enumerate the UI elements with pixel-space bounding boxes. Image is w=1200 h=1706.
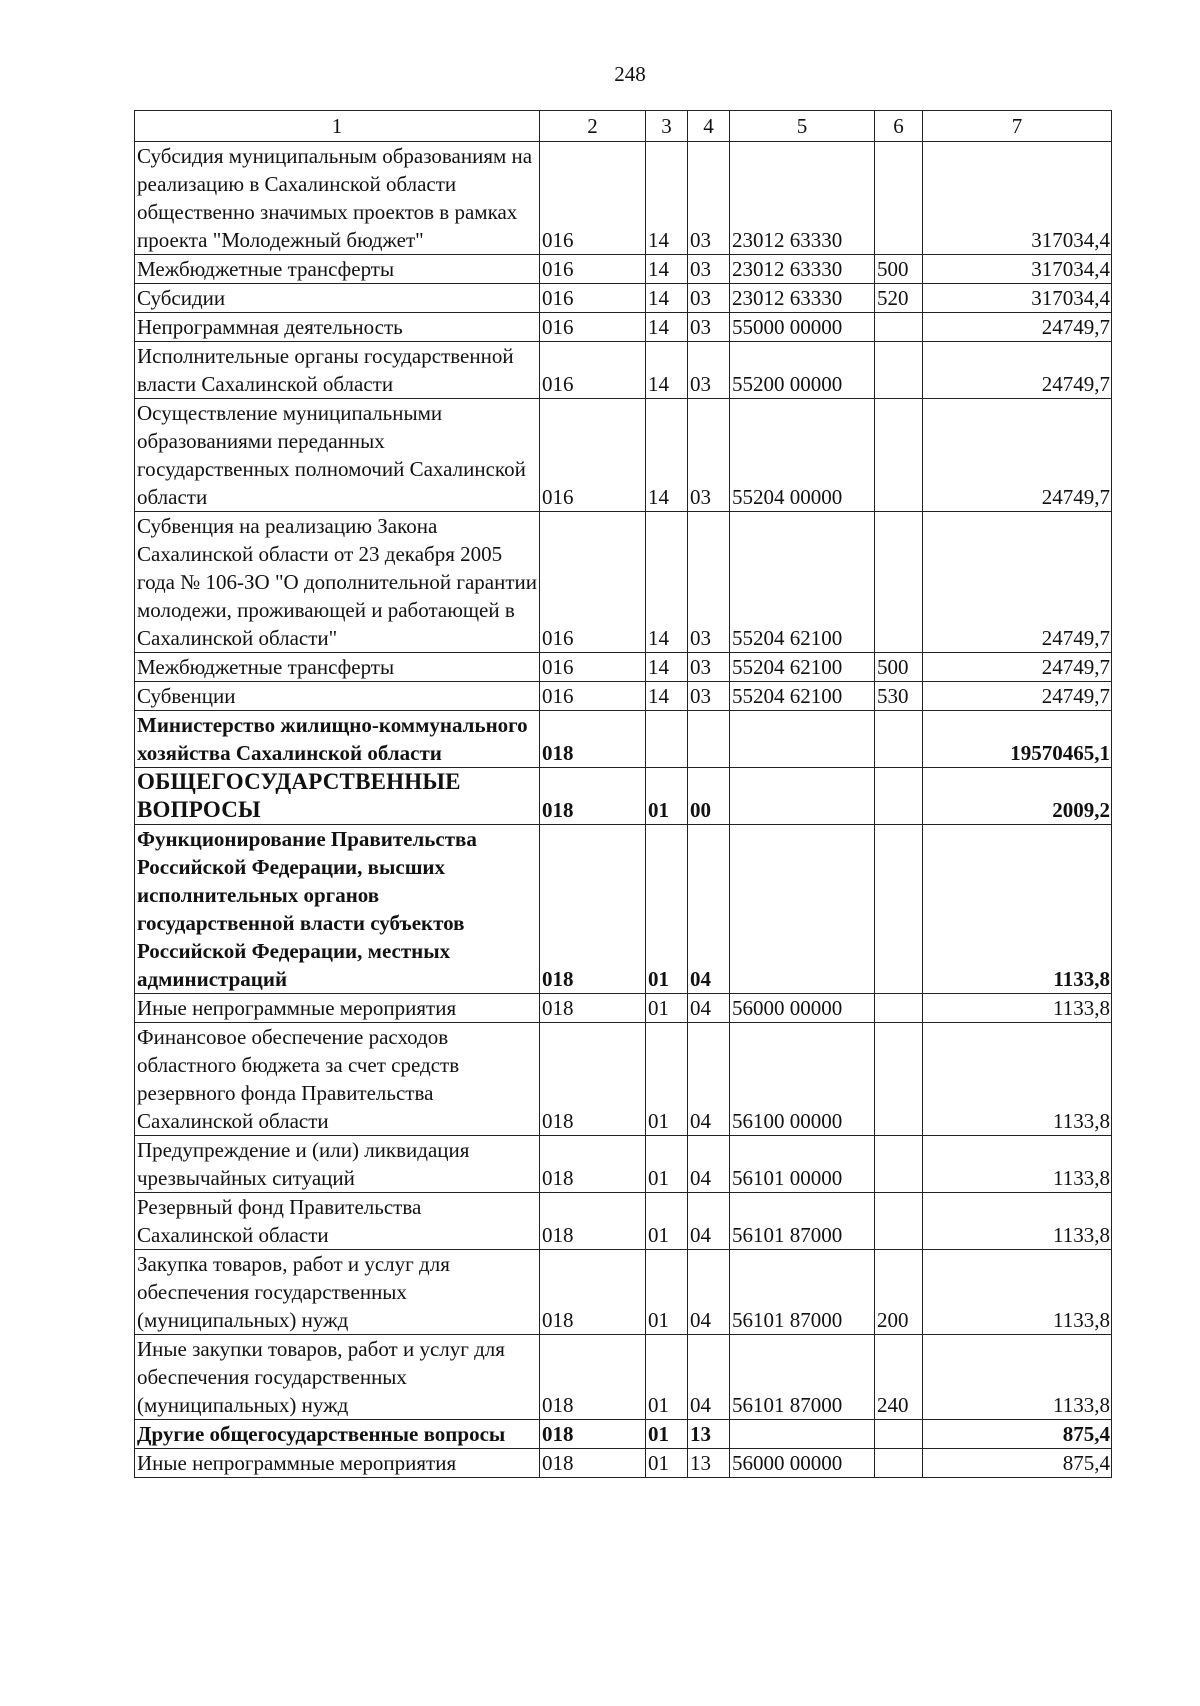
ministry-code-cell: 018 [540, 1023, 646, 1136]
expense-type-cell [875, 1449, 923, 1478]
amount-cell: 317034,4 [923, 255, 1112, 284]
page-number: 248 [614, 62, 646, 86]
section-code-cell: 14 [646, 284, 688, 313]
ministry-code-cell: 016 [540, 284, 646, 313]
column-header-row [135, 111, 1112, 142]
subsection-code-cell: 03 [688, 284, 730, 313]
subsection-code-cell [688, 711, 730, 768]
expense-type-cell [875, 825, 923, 994]
amount-cell: 24749,7 [923, 682, 1112, 711]
expense-type-cell [875, 142, 923, 255]
target-article-cell: 55204 62100 [730, 653, 875, 682]
target-article-cell: 56000 00000 [730, 994, 875, 1023]
table-row [135, 399, 1112, 512]
subsection-code-cell: 03 [688, 313, 730, 342]
ministry-code-cell: 016 [540, 255, 646, 284]
amount-cell: 19570465,1 [923, 711, 1112, 768]
amount-cell: 1133,8 [923, 1136, 1112, 1193]
table-row [135, 313, 1112, 342]
row-name-cell: Резервный фонд Правительства Сахалинской области [135, 1193, 540, 1250]
amount-cell: 1133,8 [923, 1023, 1112, 1136]
row-name-cell: Финансовое обеспечение расходов областного бюджета за счет средств резервного фонда Правительства Сахалинской области [135, 1023, 540, 1136]
row-name-cell: Закупка товаров, работ и услуг для обеспечения государственных (муниципальных) нужд [135, 1250, 540, 1335]
ministry-code-cell: 016 [540, 313, 646, 342]
amount-cell: 24749,7 [923, 342, 1112, 399]
target-article-cell [730, 711, 875, 768]
section-code-cell [646, 711, 688, 768]
expense-type-cell [875, 994, 923, 1023]
table-row [135, 342, 1112, 399]
ministry-code-cell: 018 [540, 1193, 646, 1250]
column-header: 7 [923, 111, 1112, 142]
expense-type-cell: 520 [875, 284, 923, 313]
target-article-cell [730, 768, 875, 825]
row-name-cell: Межбюджетные трансферты [135, 653, 540, 682]
section-code-cell: 14 [646, 342, 688, 399]
row-name-cell: Иные закупки товаров, работ и услуг для обеспечения государственных (муниципальных) нужд [135, 1335, 540, 1420]
target-article-cell: 55200 00000 [730, 342, 875, 399]
table-row [135, 825, 1112, 994]
target-article-cell [730, 825, 875, 994]
amount-cell: 1133,8 [923, 994, 1112, 1023]
expense-type-cell [875, 512, 923, 653]
table-row [135, 1449, 1112, 1478]
target-article-cell: 56101 87000 [730, 1250, 875, 1335]
subsection-code-cell: 03 [688, 342, 730, 399]
column-header: 4 [688, 111, 730, 142]
amount-cell: 24749,7 [923, 399, 1112, 512]
row-name-cell: Осуществление муниципальными образованиями переданных государственных полномочий Сахалинской области [135, 399, 540, 512]
subsection-code-cell: 03 [688, 255, 730, 284]
expense-type-cell: 500 [875, 255, 923, 284]
subsection-code-cell: 03 [688, 682, 730, 711]
target-article-cell: 56101 87000 [730, 1193, 875, 1250]
section-code-cell: 14 [646, 682, 688, 711]
ministry-code-cell: 018 [540, 994, 646, 1023]
row-name-cell: Субвенции [135, 682, 540, 711]
subsection-code-cell: 04 [688, 1136, 730, 1193]
amount-cell: 1133,8 [923, 1250, 1112, 1335]
section-code-cell: 14 [646, 255, 688, 284]
subsection-code-cell: 13 [688, 1449, 730, 1478]
table-row [135, 512, 1112, 653]
table-row [135, 1193, 1112, 1250]
amount-cell: 1133,8 [923, 825, 1112, 994]
section-code-cell: 01 [646, 1193, 688, 1250]
expense-type-cell [875, 342, 923, 399]
section-code-cell: 14 [646, 653, 688, 682]
ministry-code-cell: 018 [540, 1420, 646, 1449]
column-header: 3 [646, 111, 688, 142]
amount-cell: 1133,8 [923, 1335, 1112, 1420]
ministry-code-cell: 018 [540, 1335, 646, 1420]
target-article-cell: 55204 62100 [730, 682, 875, 711]
section-code-cell: 01 [646, 768, 688, 825]
row-name-cell: Предупреждение и (или) ликвидация чрезвычайных ситуаций [135, 1136, 540, 1193]
expense-type-cell [875, 399, 923, 512]
target-article-cell: 23012 63330 [730, 255, 875, 284]
ministry-code-cell: 018 [540, 1250, 646, 1335]
expense-type-cell: 240 [875, 1335, 923, 1420]
table-row [135, 653, 1112, 682]
expense-type-cell: 530 [875, 682, 923, 711]
table-row [135, 768, 1112, 825]
amount-cell: 2009,2 [923, 768, 1112, 825]
row-name-cell: Субсидии [135, 284, 540, 313]
table-row [135, 255, 1112, 284]
target-article-cell: 56101 00000 [730, 1136, 875, 1193]
table-row [135, 1023, 1112, 1136]
amount-cell: 1133,8 [923, 1193, 1112, 1250]
section-code-cell: 14 [646, 399, 688, 512]
section-code-cell: 01 [646, 1250, 688, 1335]
amount-cell: 24749,7 [923, 512, 1112, 653]
target-article-cell [730, 1420, 875, 1449]
expense-type-cell [875, 1136, 923, 1193]
row-name-cell: ОБЩЕГОСУДАРСТВЕННЫЕ ВОПРОСЫ [135, 768, 540, 825]
row-name-cell: Субсидия муниципальным образованиям на реализацию в Сахалинской области общественно значимых проектов в рамках проекта "Молодежный бюджет" [135, 142, 540, 255]
expense-type-cell [875, 313, 923, 342]
row-name-cell: Министерство жилищно-коммунального хозяйства Сахалинской области [135, 711, 540, 768]
expense-type-cell [875, 711, 923, 768]
section-code-cell: 14 [646, 512, 688, 653]
subsection-code-cell: 04 [688, 1335, 730, 1420]
subsection-code-cell: 03 [688, 653, 730, 682]
expense-type-cell [875, 1420, 923, 1449]
subsection-code-cell: 04 [688, 1023, 730, 1136]
row-name-cell: Другие общегосударственные вопросы [135, 1420, 540, 1449]
amount-cell: 24749,7 [923, 313, 1112, 342]
section-code-cell: 01 [646, 1449, 688, 1478]
section-code-cell: 14 [646, 313, 688, 342]
subsection-code-cell: 04 [688, 994, 730, 1023]
expense-type-cell [875, 768, 923, 825]
target-article-cell: 56101 87000 [730, 1335, 875, 1420]
section-code-cell: 01 [646, 1136, 688, 1193]
column-header: 5 [730, 111, 875, 142]
target-article-cell: 23012 63330 [730, 142, 875, 255]
budget-table [134, 110, 1112, 1478]
table-body [135, 142, 1112, 1478]
ministry-code-cell: 016 [540, 653, 646, 682]
expense-type-cell: 500 [875, 653, 923, 682]
row-name-cell: Иные непрограммные мероприятия [135, 994, 540, 1023]
row-name-cell: Субвенция на реализацию Закона Сахалинской области от 23 декабря 2005 года № 106-ЗО "О дополнительной гарантии молодежи, проживающей и работающей в Сахалинской области" [135, 512, 540, 653]
subsection-code-cell: 03 [688, 512, 730, 653]
section-code-cell: 01 [646, 1420, 688, 1449]
subsection-code-cell: 04 [688, 825, 730, 994]
subsection-code-cell: 13 [688, 1420, 730, 1449]
ministry-code-cell: 016 [540, 399, 646, 512]
table-row [135, 711, 1112, 768]
amount-cell: 875,4 [923, 1420, 1112, 1449]
table-row [135, 284, 1112, 313]
subsection-code-cell: 04 [688, 1250, 730, 1335]
amount-cell: 317034,4 [923, 284, 1112, 313]
amount-cell: 875,4 [923, 1449, 1112, 1478]
section-code-cell: 01 [646, 825, 688, 994]
target-article-cell: 55000 00000 [730, 313, 875, 342]
subsection-code-cell: 04 [688, 1193, 730, 1250]
ministry-code-cell: 018 [540, 1449, 646, 1478]
ministry-code-cell: 018 [540, 711, 646, 768]
subsection-code-cell: 03 [688, 142, 730, 255]
target-article-cell: 23012 63330 [730, 284, 875, 313]
row-name-cell: Функционирование Правительства Российской Федерации, высших исполнительных органов государственной власти субъектов Российской Федерации, местных администраций [135, 825, 540, 994]
column-header: 6 [875, 111, 923, 142]
section-code-cell: 14 [646, 142, 688, 255]
section-code-cell: 01 [646, 1023, 688, 1136]
amount-cell: 317034,4 [923, 142, 1112, 255]
amount-cell: 24749,7 [923, 653, 1112, 682]
ministry-code-cell: 018 [540, 768, 646, 825]
table-row [135, 1335, 1112, 1420]
row-name-cell: Межбюджетные трансферты [135, 255, 540, 284]
ministry-code-cell: 016 [540, 342, 646, 399]
expense-type-cell [875, 1023, 923, 1136]
table-row [135, 1250, 1112, 1335]
target-article-cell: 56000 00000 [730, 1449, 875, 1478]
table-row [135, 1136, 1112, 1193]
ministry-code-cell: 018 [540, 825, 646, 994]
expense-type-cell: 200 [875, 1250, 923, 1335]
column-header: 1 [135, 111, 540, 142]
target-article-cell: 56100 00000 [730, 1023, 875, 1136]
subsection-code-cell: 03 [688, 399, 730, 512]
expense-type-cell [875, 1193, 923, 1250]
table-row [135, 682, 1112, 711]
subsection-code-cell: 00 [688, 768, 730, 825]
ministry-code-cell: 016 [540, 682, 646, 711]
table-row [135, 142, 1112, 255]
section-code-cell: 01 [646, 994, 688, 1023]
table-row [135, 994, 1112, 1023]
ministry-code-cell: 016 [540, 512, 646, 653]
column-header: 2 [540, 111, 646, 142]
ministry-code-cell: 018 [540, 1136, 646, 1193]
section-code-cell: 01 [646, 1335, 688, 1420]
row-name-cell: Исполнительные органы государственной власти Сахалинской области [135, 342, 540, 399]
ministry-code-cell: 016 [540, 142, 646, 255]
table-row [135, 1420, 1112, 1449]
row-name-cell: Иные непрограммные мероприятия [135, 1449, 540, 1478]
target-article-cell: 55204 00000 [730, 399, 875, 512]
row-name-cell: Непрограммная деятельность [135, 313, 540, 342]
target-article-cell: 55204 62100 [730, 512, 875, 653]
